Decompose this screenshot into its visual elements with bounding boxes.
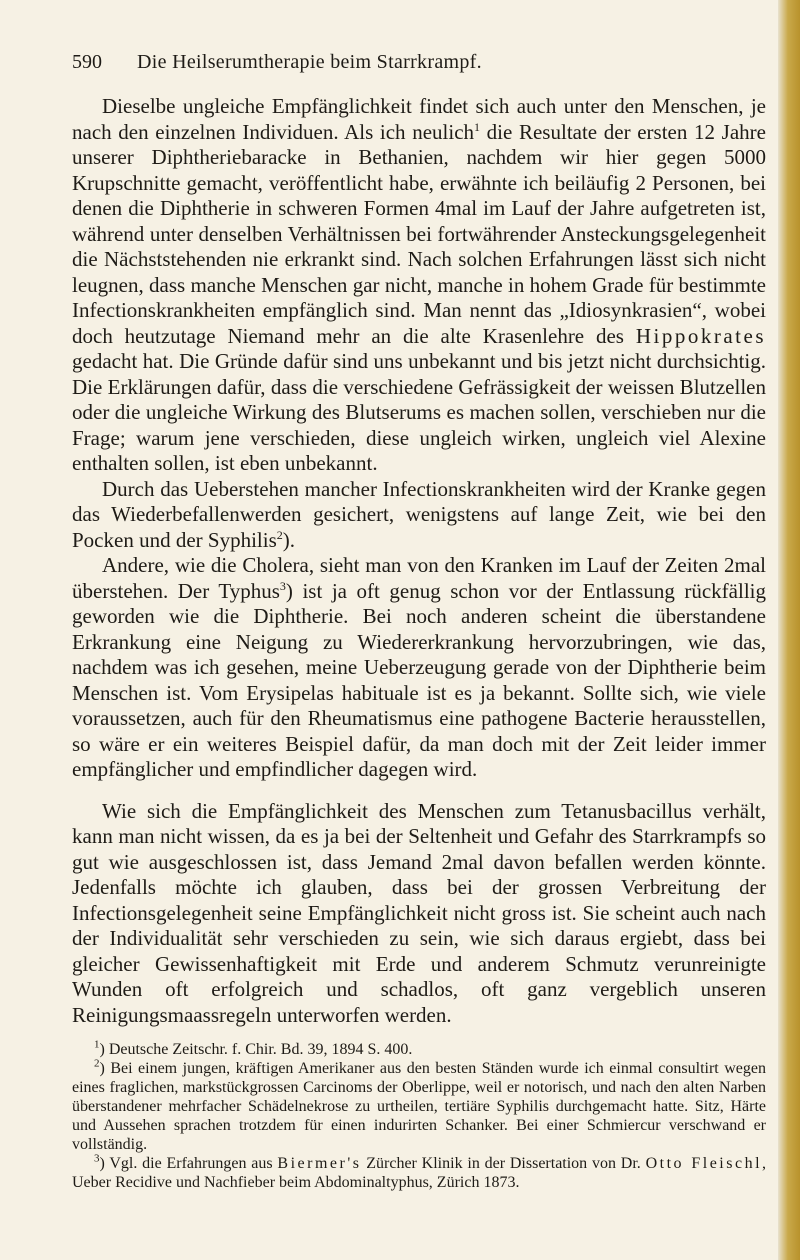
text-run: Dieselbe ungleiche Empfänglichkeit findet sich auch unter den Menschen, je nach den einzelnen Individuen. Als ich neulich xyxy=(72,94,766,144)
text-run: ). xyxy=(282,527,295,552)
text-run: Zürcher Klinik in der Dissertation von Dr. xyxy=(361,1155,646,1172)
page-header xyxy=(72,50,762,74)
footnote-marker: 3 xyxy=(94,1152,100,1165)
spaced-name: Hippokrates xyxy=(635,323,766,348)
footnotes xyxy=(72,1040,766,1192)
page-edge xyxy=(778,0,800,1260)
text-run: ) Vgl. die Erfahrungen aus xyxy=(99,1155,278,1172)
paragraph xyxy=(72,553,766,783)
text-run: gedacht hat. Die Gründe dafür sind uns unbekannt und bis jetzt nicht durchsichtig. Die Erklärungen dafür, dass die verschiedene Gefrässigkeit der weissen Blutzellen oder die ungleiche Wirkung des Blutserums es machen sollen, verschieben nur die Frage; warum jene verschieden, diese ungleich wirken, ungleich viel Alexine enthalten sollen, ist eben unbekannt. xyxy=(72,349,766,475)
text-run: ) ist ja oft genug schon vor der Entlassung rückfällig geworden wie die Diphtherie. Bei noch anderen scheint die überstandene Erkrankung eine Neigung zu Wiedererkrankung hervorzubringen, wie das, nachdem was ich gesehen, meine Ueberzeugung gerade von der Diphtherie beim Menschen ist. Vom Erysipelas habituale ist es ja bekannt. Sollte sich, wie viele voraussetzen, auch für den Rheumatismus eine pathogene Bacterie herausstellen, so wäre er ein weiteres Beispiel dafür, da man doch mit der Zeit leider immer empfänglicher und empfindlicher dagegen wird. xyxy=(72,578,766,781)
footnote xyxy=(72,1154,766,1192)
footnote-ref: 3 xyxy=(279,578,286,593)
footnote xyxy=(72,1040,766,1059)
text-run: ) Bei einem jungen, kräftigen Amerikaner aus den besten Ständen wurde ich einmal consultirt wegen eines fraglichen, markstückgrossen Carcinoms der Oberlippe, weil er notorisch, und nach den alten Narben überstandener mehrfacher Schädelnekrose zu urtheilen, tertiäre Syphilis durchgemacht hatte. Sitz, Härte und Aussehen sprachen trotzdem für einen indurirten Schanker. Bei einer Schmiercur verschwand er vollständig. xyxy=(72,1060,766,1153)
main-text xyxy=(72,94,766,1028)
text-run: die Resultate der ersten 12 Jahre unserer Diphtheriebaracke in Bethanien, nachdem wir hier gegen 5000 Krupschnitte gemacht, veröffentlicht habe, erwähnte ich beiläufig 2 Personen, bei denen die Diphtherie in schweren Formen 4mal im Lauf der Jahre aufgetreten ist, während unter denselben Verhältnissen bei fortwährender Ansteckungsgelegenheit die Nächststehenden nie erkrankt sind. Nach solchen Erfahrungen lässt sich nicht leugnen, dass manche Menschen gar nicht, manche in hohem Grade für bestimmte Infectionskrankheiten empfänglich sind. Man nennt das „Idiosynkrasien“, wobei doch heutzutage Niemand mehr an die alte Krasenlehre des xyxy=(72,119,766,348)
running-title: Die Heilserumtherapie beim Starrkrampf. xyxy=(137,51,482,73)
footnote-ref: 1 xyxy=(474,119,481,134)
text-run: , Ueber Recidive und Nachfieber beim Abdominaltyphus, Zürich 1873. xyxy=(72,1155,767,1191)
text-run: Wie sich die Empfänglichkeit des Menschen zum Tetanusbacillus verhält, kann man nicht wissen, da es ja bei der Seltenheit und Gefahr des Starrkrampfs so gut wie ausgeschlossen ist, dass Jemand 2mal davon befallen werden könnte. Jedenfalls möchte ich glauben, dass bei der grossen Verbreitung der Infectionsgelegenheit seine Empfänglichkeit nicht gross ist. Sie scheint auch nach der Individualität sehr verschieden zu sein, wie sich daraus ergiebt, dass bei gleicher Gewissenhaftigkeit mit Erde und anderem Schmutz verunreinigte Wunden oft erfolgreich und schadlos, oft ganz vergeblich unseren Reinigungsmaassregeln unterworfen werden. xyxy=(72,798,766,1027)
spaced-name: Otto Fleischl xyxy=(645,1155,763,1172)
text-run: ) Deutsche Zeitschr. f. Chir. Bd. 39, 1894 S. 400. xyxy=(99,1041,413,1058)
page-body xyxy=(72,94,766,1192)
page-number: 590 xyxy=(72,51,102,73)
footnote-marker: 2 xyxy=(94,1057,100,1070)
text-run: Durch das Ueberstehen mancher Infectionskrankheiten wird der Kranke gegen das Wiederbefallenwerden gesichert, wenigstens auf lange Zeit, wie bei den Pocken und der Syphilis xyxy=(72,476,766,552)
paragraph xyxy=(72,94,766,477)
paragraph xyxy=(72,799,766,1029)
spaced-name: Biermer's xyxy=(277,1155,362,1172)
paragraph xyxy=(72,477,766,554)
footnote-ref: 2 xyxy=(276,527,283,542)
footnote xyxy=(72,1059,766,1154)
footnote-marker: 1 xyxy=(94,1038,100,1051)
text-run: Andere, wie die Cholera, sieht man von den Kranken im Lauf der Zeiten 2mal überstehen. Der Typhus xyxy=(72,553,766,603)
